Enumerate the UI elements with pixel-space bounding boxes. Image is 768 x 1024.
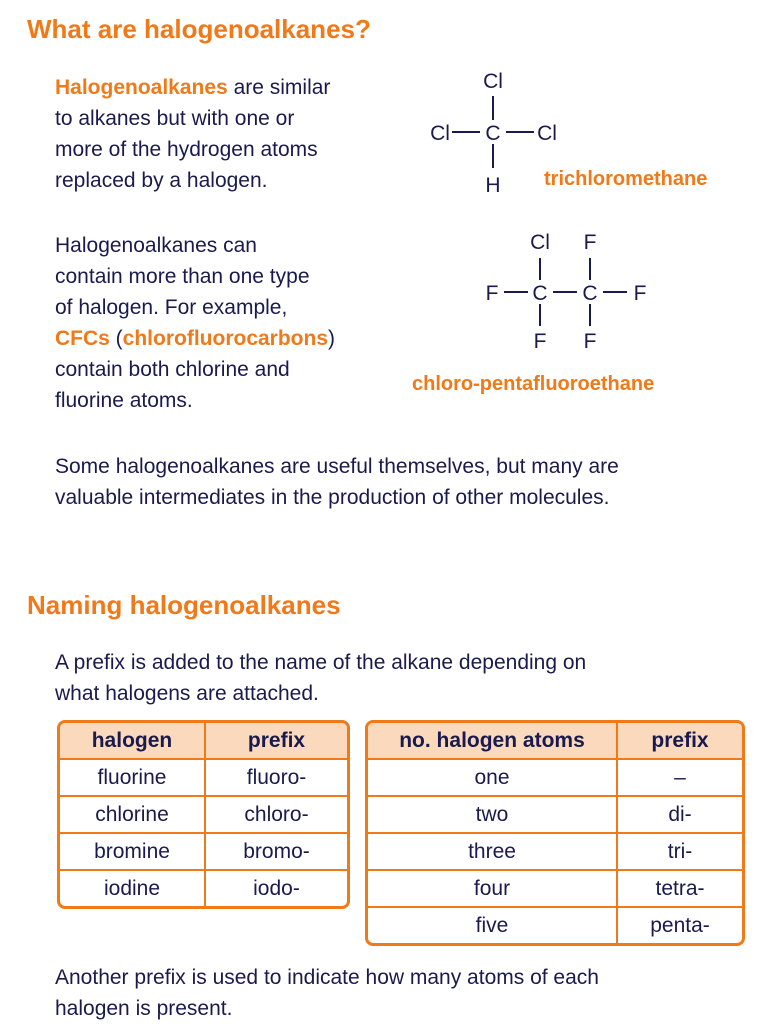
atom-label: C	[485, 122, 501, 145]
table-cell: chlorine	[60, 797, 206, 834]
table-row	[368, 871, 742, 908]
table-row	[368, 797, 742, 834]
table-cell: –	[618, 760, 742, 797]
molecule-name: trichloromethane	[544, 168, 708, 190]
cfcs-term: CFCs	[55, 327, 110, 350]
table-cell: tri-	[618, 834, 742, 871]
table-cell: fluoro-	[206, 760, 347, 797]
table-header-row	[60, 723, 347, 760]
count-prefix-table	[365, 720, 745, 946]
page-title: What are halogenoalkanes?	[27, 14, 371, 44]
atom-label: F	[583, 330, 597, 353]
halogen-prefix-table	[57, 720, 350, 909]
table-cell: tetra-	[618, 871, 742, 908]
table-cell: iodo-	[253, 876, 300, 900]
atom-label: Cl	[483, 70, 503, 93]
atom-label: H	[485, 174, 501, 197]
column-header: halogen	[60, 723, 206, 760]
table-row	[60, 834, 347, 871]
footer-paragraph: Another prefix is used to indicate how many atoms of each halogen is present.	[55, 966, 599, 1020]
column-header: prefix	[206, 723, 347, 760]
table-cell: di-	[618, 797, 742, 834]
section-title: Naming halogenoalkanes	[27, 590, 341, 620]
halogenoalkanes-term: Halogenoalkanes	[55, 76, 228, 99]
table-cell: chloro-	[206, 797, 347, 834]
table-cell: bromine	[60, 834, 206, 871]
table-cell: one	[368, 760, 618, 797]
table-cell: penta-	[650, 913, 710, 937]
atom-label: Cl	[430, 122, 450, 145]
table-cell: three	[368, 834, 618, 871]
intro-paragraph: Halogenoalkanes are similar to alkanes but with one or more of the hydrogen atoms replaced by a halogen.	[55, 76, 331, 192]
atom-label: Cl	[530, 231, 550, 254]
column-header: no. halogen atoms	[368, 723, 618, 760]
table-cell: fluorine	[60, 760, 206, 797]
column-header: prefix	[618, 723, 742, 760]
atom-label: C	[582, 282, 598, 305]
table-row	[60, 760, 347, 797]
types-paragraph: Halogenoalkanes can contain more than one type of halogen. For example, CFCs (chlorofluorocarbons) contain both chlorine and fluorine atoms.	[55, 234, 336, 412]
atom-label: F	[485, 282, 499, 305]
atom-label: F	[583, 231, 597, 254]
table-row	[368, 834, 742, 871]
naming-intro-paragraph: A prefix is added to the name of the alkane depending on what halogens are attached.	[55, 651, 587, 705]
table-row	[368, 908, 742, 943]
table-cell: five	[368, 908, 618, 943]
table-cell: iodine	[60, 871, 206, 906]
table-row	[368, 760, 742, 797]
atom-label: C	[532, 282, 548, 305]
atom-label: F	[533, 330, 547, 353]
table-cell: four	[368, 871, 618, 908]
atom-label: Cl	[537, 122, 557, 145]
useful-paragraph: Some halogenoalkanes are useful themselves, but many are valuable intermediates in the production of other molecules.	[55, 455, 619, 509]
cfc-full-term: chlorofluorocarbons	[122, 327, 329, 350]
table-row	[60, 797, 347, 834]
table-row	[60, 871, 347, 906]
molecule-name: chloro-pentafluoroethane	[412, 373, 655, 395]
table-cell: two	[368, 797, 618, 834]
chloro-pentafluoroethane-structure	[470, 224, 670, 358]
table-cell: bromo-	[206, 834, 347, 871]
table-header-row	[368, 723, 742, 760]
atom-label: F	[633, 282, 647, 305]
